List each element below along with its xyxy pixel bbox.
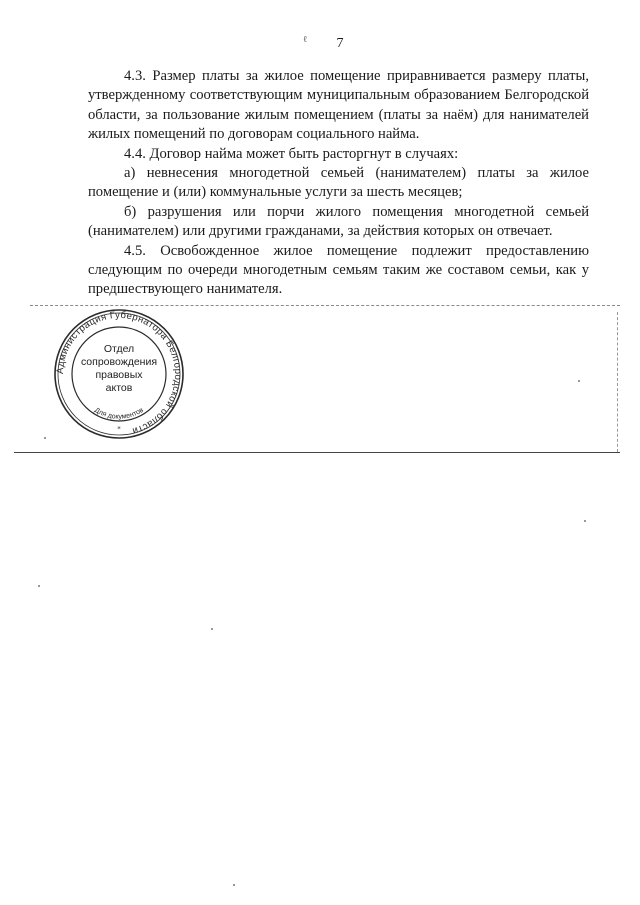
paragraph-4-4-b: б) разрушения или порчи жилого помещения многодетной семьей (нанимателем) или другими гражданами, за действия которых он отвечает. bbox=[88, 203, 589, 240]
paragraph-4-4: 4.4. Договор найма может быть расторгнут в случаях: bbox=[124, 145, 459, 162]
stamp-area-bottom-border bbox=[14, 452, 620, 453]
document-body bbox=[88, 67, 589, 300]
stamp-area-right-border bbox=[617, 312, 618, 452]
scan-speck bbox=[38, 585, 40, 587]
stamp-center-line: правовых bbox=[95, 369, 143, 381]
stamp-star-mark: * bbox=[117, 425, 121, 433]
stamp-center-text bbox=[69, 343, 169, 395]
paragraph-4-5: 4.5. Освобожденное жилое помещение подлежит предоставлению следующим по очереди многодетным семьям таким же составом семьи, как у предшествующего нанимателя. bbox=[88, 242, 589, 298]
stamp-outer-text: Администрация Губернатора Белгородской области bbox=[54, 309, 184, 437]
stamp-center-line: актов bbox=[105, 382, 133, 394]
page-number: 7 bbox=[336, 36, 344, 51]
official-stamp bbox=[52, 307, 186, 441]
scan-speck bbox=[211, 628, 213, 630]
stamp-center-line: Отдел bbox=[103, 343, 135, 355]
paragraph-4-4-a: а) невнесения многодетной семьей (нанимателем) платы за жилое помещение и (или) коммунальные услуги за шесть месяцев; bbox=[88, 165, 589, 201]
scan-speck bbox=[233, 884, 235, 886]
scan-speck bbox=[578, 380, 580, 382]
stamp-inner-text: Для документов bbox=[93, 406, 145, 421]
scan-speck bbox=[584, 520, 586, 522]
page-corner-mark: ℓ bbox=[303, 34, 308, 44]
stamp-center-line: сопровождения bbox=[80, 356, 158, 368]
paragraph-4-3: 4.3. Размер платы за жилое помещение приравнивается размеру платы, утвержденному соответствующим муниципальным образованием Белгородской области, за пользование жилым помещением (платы за наём) для нанимателей жилых помещений по договорам социального найма. bbox=[88, 68, 589, 143]
scan-speck bbox=[44, 437, 46, 439]
stamp-area-top-border bbox=[30, 305, 620, 306]
